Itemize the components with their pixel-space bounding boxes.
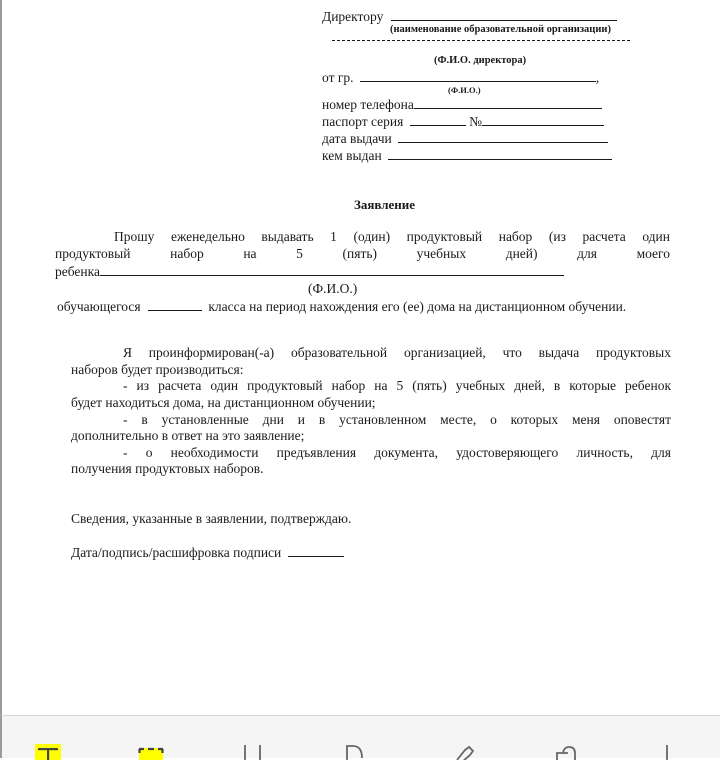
informed-line-1: Я проинформирован(-а) образовательной организацией, что выдача продуктовых bbox=[123, 345, 671, 360]
passport-number-field[interactable] bbox=[482, 113, 604, 126]
child-line bbox=[55, 263, 564, 280]
issue-date-field[interactable] bbox=[398, 130, 608, 143]
applicant-fio-field[interactable] bbox=[360, 69, 596, 82]
issue-date-line bbox=[322, 130, 608, 147]
signature-field[interactable] bbox=[288, 544, 344, 557]
student-line bbox=[57, 298, 626, 315]
org-caption: (наименование образовательной организации) bbox=[390, 24, 611, 35]
from-line: от гр. , bbox=[322, 70, 600, 85]
passport-label: паспорт серия bbox=[322, 114, 404, 129]
annotation-toolbar bbox=[0, 715, 720, 758]
confirmation-text: Сведения, указанные в заявлении, подтверждаю. bbox=[71, 511, 352, 526]
director-org-field[interactable] bbox=[391, 8, 617, 21]
director-fio-field[interactable] bbox=[332, 40, 630, 41]
student-suffix: класса на период нахождения его (ее) дома на дистанционном обучении. bbox=[208, 299, 627, 314]
passport-line bbox=[322, 113, 604, 130]
request-line-1: Прошу еженедельно выдавать 1 (один) продуктовый набор (из расчета один bbox=[114, 229, 670, 244]
issued-by-field[interactable] bbox=[388, 147, 612, 160]
phone-label: номер телефона bbox=[322, 97, 414, 112]
passport-number-sign: № bbox=[469, 114, 483, 129]
item3-line-1: - о необходимости предъявления документа, удостоверяющего личность, для bbox=[123, 445, 671, 460]
document-title: Заявление bbox=[354, 197, 416, 212]
item1-line-1: - из расчета один продуктовый набор на 5 (пять) учебных дней, в которые ребенок bbox=[123, 378, 671, 393]
phone-line bbox=[322, 96, 602, 113]
director-label: Директору bbox=[322, 9, 384, 24]
item2-line-2: дополнительно в ответ на это заявление; bbox=[71, 428, 305, 443]
item2-line-1: - в установленные дни и в установленном месте, о которых меня оповестят bbox=[123, 412, 671, 427]
request-line-2: продуктовый набор на 5 (пять) учебных дней) для моего bbox=[55, 246, 670, 261]
issue-date-label: дата выдачи bbox=[322, 131, 392, 146]
issued-by-line bbox=[322, 147, 612, 164]
director-fio-caption: (Ф.И.О. директора) bbox=[434, 55, 527, 66]
from-label: от гр. bbox=[322, 70, 354, 85]
director-line bbox=[322, 8, 617, 25]
signature-label: Дата/подпись/расшифровка подписи bbox=[71, 545, 282, 560]
phone-field[interactable] bbox=[414, 96, 602, 109]
class-field[interactable] bbox=[148, 298, 202, 311]
item1-line-2: будет находиться дома, на дистанционном обучении; bbox=[71, 395, 376, 410]
child-label: ребенка bbox=[55, 264, 100, 279]
student-prefix: обучающегося bbox=[57, 299, 141, 314]
applicant-fio-caption: (Ф.И.О.) bbox=[448, 85, 481, 95]
informed-line-2: наборов будет производиться: bbox=[71, 362, 244, 377]
issued-by-label: кем выдан bbox=[322, 148, 382, 163]
passport-series-field[interactable] bbox=[410, 113, 466, 126]
child-fio-caption: (Ф.И.О.) bbox=[308, 281, 358, 296]
item3-line-2: получения продуктовых наборов. bbox=[71, 461, 264, 476]
signature-line bbox=[71, 544, 344, 561]
child-fio-field[interactable] bbox=[100, 263, 564, 276]
